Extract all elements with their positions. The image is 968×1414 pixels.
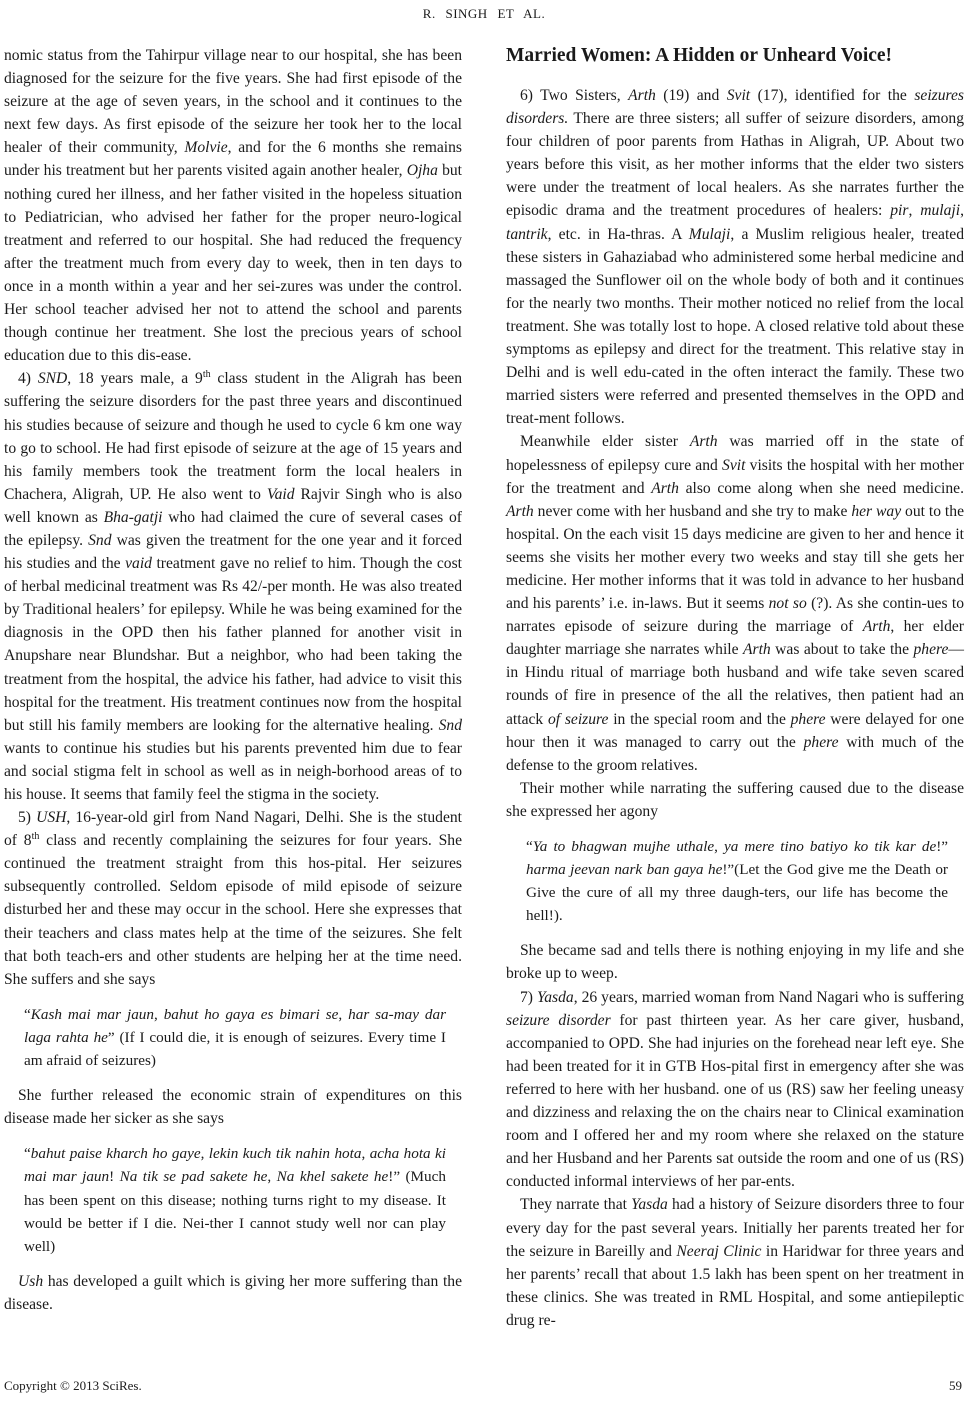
italic-term: Arth: [689, 433, 718, 451]
text-run: ,: [960, 202, 964, 220]
italic-term: ya mere tino batiyo ko tik kar de: [724, 838, 937, 855]
text-run: They narrate that: [520, 1196, 632, 1214]
text-run: There are three sisters; all suffer of seizure disorders, among four children of poor parents from Hathas in Aligrah, UP. About two years before this visit, as her mother informs that the elder two sisters were under the treatment of local healers. As she narrates further the episodic drama and the treatment procedures of healers:: [506, 110, 964, 220]
text-run: !” (Much has been spent on this disease; nothing turns right to my disease. It would be better if I die. Nei-ther I cannot study well nor can play well): [24, 1168, 446, 1255]
text-run: , 26 years, married woman from Nand Nagari who is suffering: [573, 988, 965, 1006]
paragraph: She became sad and tells there is nothing enjoying in my life and she broke up to weep.: [506, 942, 964, 983]
paragraph: She further released the economic strain of expenditures on this disease made her sicker as she says: [4, 1087, 462, 1128]
left-column: [4, 44, 462, 1316]
text-run: 6) Two Sisters,: [520, 87, 629, 104]
text-run: 7): [520, 988, 537, 1006]
text-run: !”: [936, 838, 948, 855]
running-head: R. SINGH ET AL.: [422, 6, 546, 21]
quote-text: [24, 1003, 446, 1072]
text-run: was given the treatment for the one year and it forced his studies and the: [4, 531, 462, 573]
text-run: in the special room and the: [608, 710, 791, 728]
text-run: 5): [18, 809, 37, 827]
italic-term: Arth: [628, 87, 656, 104]
text-run: ,: [267, 1168, 277, 1186]
text-run: , and for the 6 months she remains under his treatment but her parents visited again another healer,: [4, 139, 462, 180]
text-run: , her elder daughter marriage she narrates while: [506, 618, 964, 659]
italic-term: of seizure: [547, 710, 609, 728]
italic-term: vaid: [125, 555, 152, 573]
text-run: class and recently complaining the seizures for four years. She continued the treatment straight from this hos-pital. Her seizures subsequently controlled. Seldom episode of mild episode of seizure disturbed her and these may occur in the school. Here she expresses that their teachers and class mates help at the time of the seizures. She felt that both teach-ers and other students are helping her at the time need. She suffers and she says: [4, 832, 463, 988]
italic-term: Ush: [18, 1272, 44, 1290]
paragraph-case-6: [506, 84, 964, 430]
text-run: had a history of Seizure disorders three to four every day for the past several years. Initially her parents treated her for the seizure in Bareilly and: [506, 1196, 965, 1260]
text-run: was married off in the state of hopelessness of epilepsy cure and: [506, 433, 964, 474]
block-quote: [24, 1142, 446, 1257]
italic-term: Molvie: [184, 139, 228, 157]
text-run: !: [109, 1168, 120, 1186]
block-quote: [24, 1003, 446, 1072]
italic-term: Bha-gatji: [103, 508, 163, 526]
text-run: (19) and: [655, 87, 727, 104]
text-run: ,: [200, 1145, 209, 1163]
text-run: treatment gave no relief to him. Though the cost of herbal medicinal treatment was Rs 42/-per month. He was also treated by Traditional healers’ for epilepsy. While he was being examined for the diagnosis in the OPD then his father planned for another visit in Anupshare near Blundshar. But a neighbor, who had been taking the treatment from the hospital, the advice his father, had advice to visit this hospital for the treatment. His treatment continues now from the hospital but still his family members are looking for the alternative healing.: [4, 555, 462, 734]
text-run: ,: [153, 1005, 164, 1023]
italic-term: Kash mai mar jaun: [30, 1005, 154, 1023]
italic-term: Mulaji: [688, 225, 731, 243]
text-run: ” (If I could die, it is enough of seizures. Every time I am afraid of seizures): [24, 1028, 446, 1070]
italic-term: Arth: [506, 502, 534, 520]
italic-term: phere: [803, 733, 839, 751]
superscript: th: [202, 369, 211, 381]
text-run: (17), identified for the: [750, 87, 915, 104]
italic-term: Vaid: [266, 485, 295, 503]
text-run: but nothing cured her illness, and her father visited in the hopeless situation to Pediatrician, who advised her father for the proper neuro-logical treatment and referred to our hospital. She had reduced the frequency after the treatment much from every day to week, then in ten days to once in a month within a year and her sei-zures was under the control. Her school teacher advised her not to attend the school and parents though continue her treatment. She lost the precious years of school education due to this dis-ease.: [4, 162, 462, 365]
text-run: was about to take the: [770, 641, 914, 659]
paragraph: [4, 1270, 462, 1316]
italic-term: Arth: [742, 641, 771, 659]
right-column: [506, 44, 964, 1332]
text-run: “: [526, 838, 533, 855]
text-run: ,: [714, 838, 725, 855]
block-quote: [526, 835, 948, 927]
italic-term: Ya to bhagwan mujhe uthale: [532, 838, 715, 855]
copyright-notice: Copyright © 2013 SciRes.: [4, 1378, 142, 1393]
text-run: 4): [18, 370, 38, 388]
text-run: , 16-year-old girl from Nand Nagari, Delhi. She is the student of 8: [4, 809, 463, 850]
text-run: ,: [908, 202, 921, 220]
paragraph-case-continued: [4, 44, 462, 367]
italic-term: Yasda: [631, 1196, 668, 1214]
text-run: Meanwhile elder sister: [520, 433, 690, 451]
italic-term: Svit: [726, 87, 751, 104]
italic-term: bahut ho gaya es bimari se: [163, 1005, 339, 1023]
text-run: out to the hospital. On the each visit 15 days medicine are given to her and hence it seems she visits her mother every two weeks and stay till she gets her medicine. Her mother informs that it was told in advance to her husband and his parents’ i.e. in-laws. But it seems: [506, 502, 964, 613]
italic-term: Svit: [722, 456, 746, 474]
italic-term: Na khel sakete he: [276, 1168, 389, 1186]
paragraph: [506, 1193, 964, 1332]
italic-term: not so: [768, 595, 807, 613]
italic-term: SND: [37, 370, 68, 388]
italic-term: Neeraj Clinic: [676, 1242, 762, 1260]
italic-term: seizure disorder: [506, 1011, 611, 1029]
italic-term: bahut paise kharch ho gaye: [30, 1145, 201, 1163]
text-run: in Haridwar for three years and her parents’ recall that about 1.5 lakh has been spent on her treatment in these clinics. She was treated in RML Hospital, and some antiepileptic drug re-: [506, 1242, 964, 1329]
italic-term: Snd: [88, 531, 112, 549]
paragraph-case-4: [4, 367, 462, 806]
italic-term: pir: [890, 202, 909, 220]
text-run: visits the hospital with her mother for the treatment and: [506, 456, 964, 497]
italic-term: Arth: [862, 618, 891, 636]
italic-term: phere: [913, 641, 949, 659]
superscript: th: [31, 831, 40, 842]
italic-term: Ojha: [406, 162, 438, 180]
text-run: ,: [338, 1005, 349, 1023]
text-run: were delayed for one hour then it was managed to carry out the: [506, 710, 964, 751]
text-run: never come with her husband and she try to make: [533, 502, 852, 520]
text-run: , 18 years male, a 9: [67, 370, 203, 388]
italic-term: harma jeevan nark ban gaya he: [526, 861, 723, 879]
italic-term: her way: [851, 502, 902, 520]
page-footer: [4, 1378, 962, 1394]
text-run: “: [24, 1005, 31, 1023]
text-run: , etc. in Ha-thras. A: [547, 225, 689, 243]
italic-term: tantrik: [506, 225, 548, 243]
paragraph: [506, 430, 964, 776]
italic-term: Na tik se pad sakete he: [119, 1168, 268, 1186]
text-run: who had claimed the cure of several cases of the epilepsy.: [4, 508, 462, 549]
italic-term: acha hota ki mai mar jaun: [24, 1145, 447, 1186]
text-run: !”(Let the God give me the Death or Give the cure of all my three daugh-ters, our life has become the hell!).: [526, 861, 948, 925]
text-run: Rajvir Singh who is also well known as: [4, 485, 462, 526]
italic-term: Yasda: [536, 988, 574, 1006]
italic-term: Arth: [651, 479, 679, 497]
text-run: ,: [361, 1145, 370, 1163]
section-heading: Married Women: A Hidden or Unheard Voice!: [506, 45, 893, 66]
paragraph-case-7: [506, 986, 964, 1194]
text-run: nomic status from the Tahirpur village near to our hospital, she has been diagnosed for the seizure for the five years. She had first episode of the seizure at the age of seven years, in the school and it continues to the next few days. As first episode of the seizure her took her to the local healer of their community,: [4, 47, 462, 157]
text-run: has developed a guilt which is giving her more suffering than the disease.: [4, 1272, 462, 1313]
text-run: with much of the defense to the groom relatives.: [506, 733, 964, 774]
text-run: for past thirteen year. As her care giver, husband, accompanied to OPD. She had injuries on the forehead near left eye. She had been treated for it in GTB Hos-pital first in emergency after she was referred to here with her husband. one of us (RS) saw her feeling uneasy and dizziness and relaxing the on the chairs near to Clinical examination room and I offered her and my room where she relaxed on the stature and her Husband and her Parents sat outside the room and one of us (RS) conducted informal interviews of her par-ents.: [506, 1011, 964, 1191]
text-run: also come along when she need medicine.: [678, 479, 964, 497]
italic-term: lekin kuch tik nahin hota: [208, 1145, 362, 1163]
italic-term: mulaji: [920, 202, 961, 220]
quote-text: [24, 1142, 446, 1257]
text-run: , a Muslim religious healer, treated these sisters in Gahaziabad who administered some herbal medicine and massaged the Sunflower oil on the whole body of both and it continues for the nearly two months. Their mother noticed no relief from the local treatment. She was totally lost to hope. A closed relative told about these symptoms as epilepsy and direct for the treatment. This relative stay in Delhi and is well edu-cated in the often interact the family. These two married sisters were referred and presented themselves in the OPD and treat-ment follows.: [506, 225, 964, 428]
text-run: wants to continue his studies but his parents prevented him due to fear and social stigma felt in school as well as in neigh-borhood areas of to his house. It seems that family feel the stigma in the society.: [4, 739, 462, 803]
text-run: (?). As she contin-ues to narrates episode of seizure during the marriage of: [506, 595, 964, 636]
paragraph-case-5: [4, 806, 462, 991]
italic-term: phere: [790, 710, 826, 728]
italic-term: seizures disorders.: [506, 87, 964, 128]
text-run: “: [24, 1145, 31, 1163]
quote-text: [526, 835, 948, 927]
italic-term: USH: [36, 809, 67, 827]
paragraph: Their mother while narrating the suffering caused due to the disease she expressed her agony: [506, 779, 964, 820]
page-number: 59: [949, 1378, 962, 1393]
text-run: class student in the Aligrah has been suffering the seizure disorders for the past three years and discontinued his studies because of seizure and though he used to cycle 6 km one way to go to school. He had first episode of seizure at the age of 15 years and his family members took the treatment form the local healers in Chachera, Aligrah, UP. He also went to: [4, 370, 462, 503]
italic-term: har sa-may dar laga rahta he: [24, 1005, 447, 1046]
text-run: —in Hindu ritual of marriage both husband and wife take seven scared rounds of fire in presence of the all the relatives, then patient had an attack: [506, 641, 964, 728]
italic-term: Snd: [438, 716, 462, 734]
